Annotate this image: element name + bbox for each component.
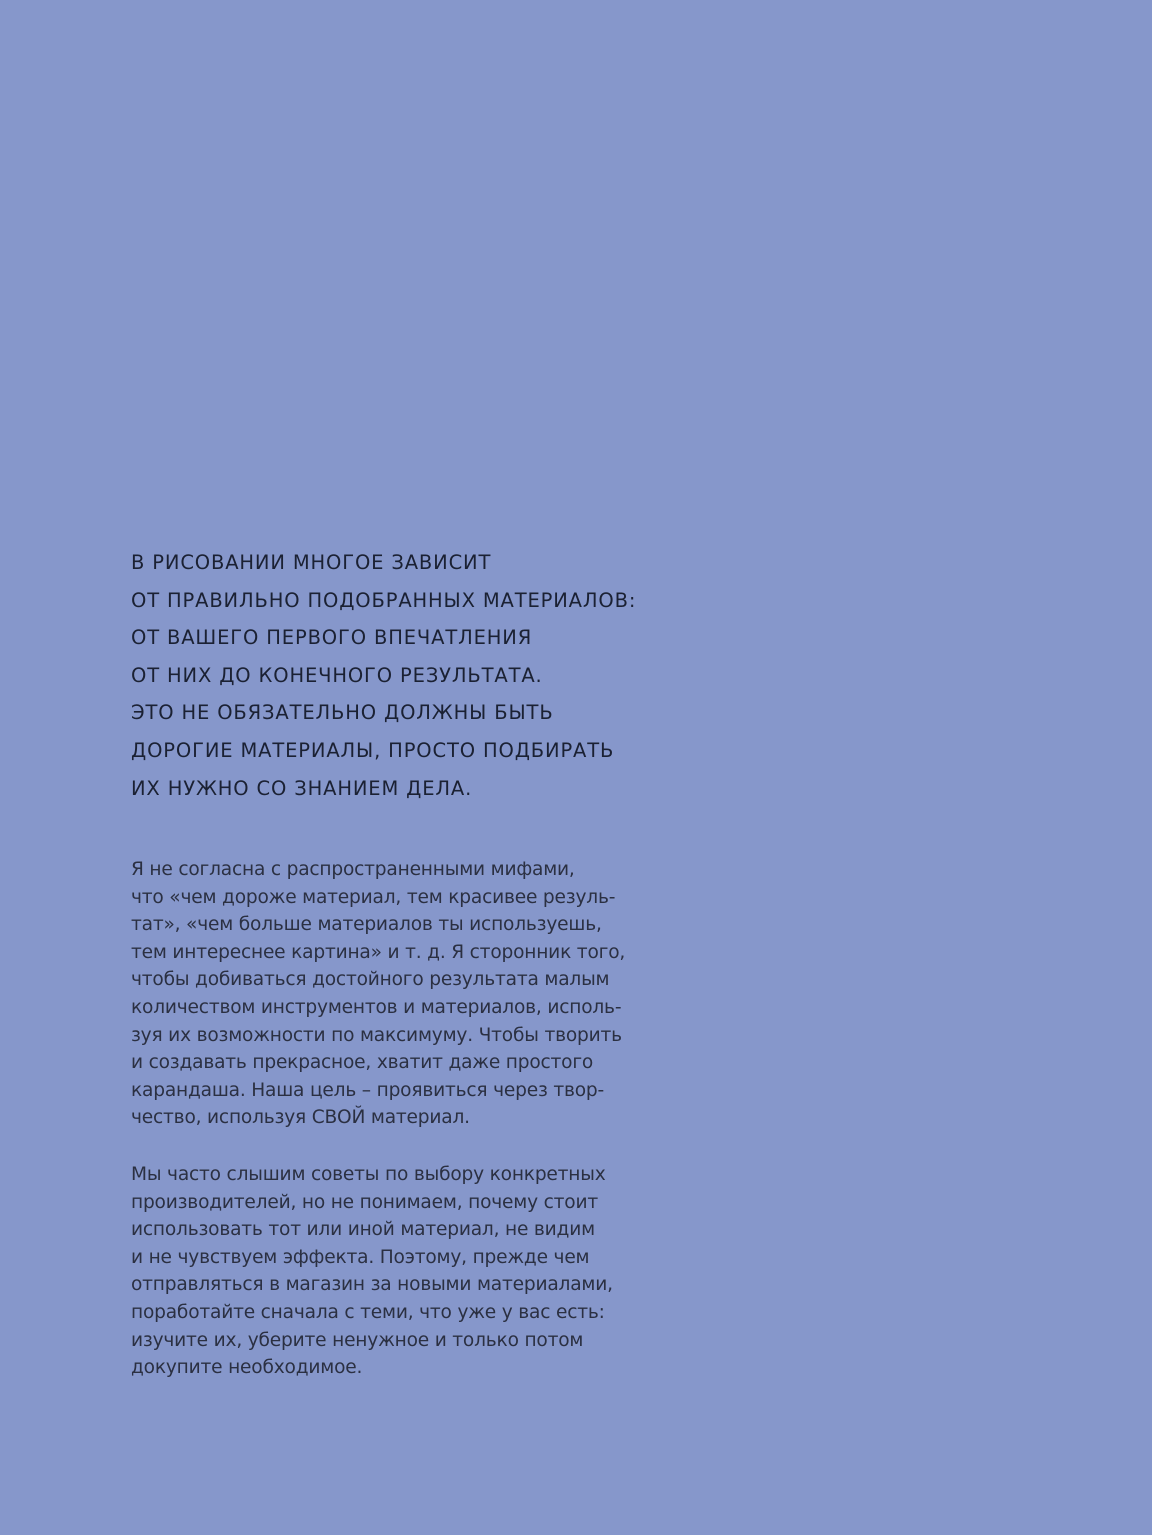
paragraph-line: и не чувствуем эффекта. Поэтому, прежде чем xyxy=(131,1246,590,1268)
paragraph-line: докупите необходимое. xyxy=(131,1357,363,1379)
intro-line: ОТ НИХ ДО КОНЕЧНОГО РЕЗУЛЬТАТА. xyxy=(131,663,543,687)
intro-heading xyxy=(131,544,751,807)
paragraph-line: изучите их, уберите ненужное и только потом xyxy=(131,1329,584,1351)
paragraph-line: количеством инструментов и материалов, исполь- xyxy=(131,996,622,1018)
intro-line: В РИСОВАНИИ МНОГОЕ ЗАВИСИТ xyxy=(131,551,492,574)
paragraph-line: карандаша. Наша цель – проявиться через твор- xyxy=(131,1079,605,1101)
paragraph-line: и создавать прекрасное, хватит даже простого xyxy=(131,1052,594,1074)
paragraph-line: чество, используя СВОЙ материал. xyxy=(131,1107,470,1129)
paragraph-line: Мы часто слышим советы по выбору конкретных xyxy=(131,1164,606,1185)
body-paragraph-advice xyxy=(131,1161,691,1382)
intro-line: ОТ ПРАВИЛЬНО ПОДОБРАННЫХ МАТЕРИАЛОВ: xyxy=(131,588,637,612)
paragraph-line: производителей, но не понимаем, почему стоит xyxy=(131,1191,598,1213)
intro-line: ОТ ВАШЕГО ПЕРВОГО ВПЕЧАТЛЕНИЯ xyxy=(131,626,533,650)
paragraph-line: чтобы добиваться достойного результата малым xyxy=(131,969,610,991)
paragraph-line: что «чем дороже материал, тем красивее резуль- xyxy=(131,886,616,908)
intro-line: ЭТО НЕ ОБЯЗАТЕЛЬНО ДОЛЖНЫ БЫТЬ xyxy=(131,701,554,725)
paragraph-line: отправляться в магазин за новыми материалами, xyxy=(131,1274,613,1296)
body-paragraph-myths xyxy=(131,856,691,1132)
paragraph-line: тем интереснее картина» и т. д. Я сторонник того, xyxy=(131,941,626,963)
paragraph-line: зуя их возможности по максимуму. Чтобы творить xyxy=(131,1024,622,1046)
intro-line: ДОРОГИЕ МАТЕРИАЛЫ, ПРОСТО ПОДБИРАТЬ xyxy=(131,738,615,762)
intro-line: ИХ НУЖНО СО ЗНАНИЕМ ДЕЛА. xyxy=(131,776,473,800)
paragraph-line: тат», «чем больше материалов ты используешь, xyxy=(131,914,602,936)
paragraph-line: использовать тот или иной материал, не видим xyxy=(131,1219,595,1241)
paragraph-line: поработайте сначала с теми, что уже у вас есть: xyxy=(131,1301,605,1323)
paragraph-line: Я не согласна с распространенными мифами, xyxy=(131,859,575,880)
